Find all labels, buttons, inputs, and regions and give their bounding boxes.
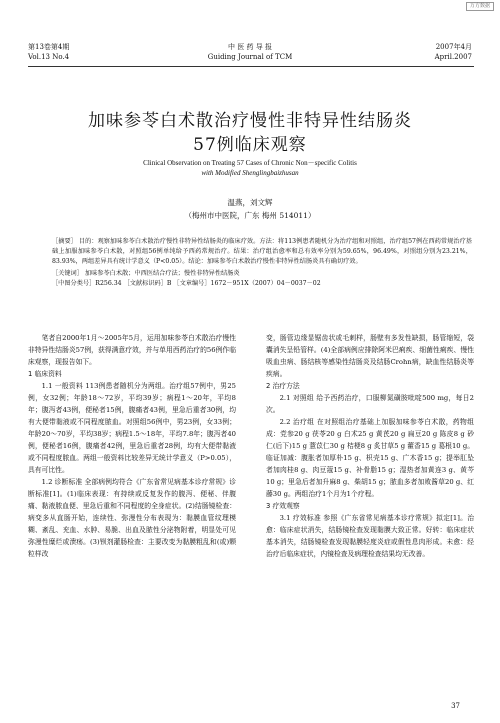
header-rule [28, 66, 474, 67]
journal-name [150, 42, 350, 62]
paragraph: 3.1 疗效标准 参照《广东省常见病基本诊疗常规》拟定[1]。治愈：临床症状消失，结肠镜检查发现黏膜大致正常。好转：临床症状基本消失，结肠镜检查发现黏膜轻度炎症或假性息肉形成。未愈：经治疗后临床症状，内镜检查及病理检查结果均无改善。 [266, 514, 474, 558]
english-title-line1: Clinical Observation on Treating 57 Cases of Chronic Non－specific Colitis [143, 159, 357, 167]
issue-date [435, 42, 472, 62]
page-number: 37 [451, 702, 460, 710]
paragraph: 1.1 一般资料 113例患者随机分为两组。治疗组57例中，男25例，女32例；年龄18～72岁，平均39岁；病程1～20年，平均8年；腹泻者43例，便秘者15例，腹痛者43例，里急后重者30例，均有大便带黏液或不同程度脓血。对照组56例中，男23例，女33例；年龄20～70岁，平均38岁；病程1.5～18年，平均7.8年；腹泻者40例，便秘者16例，腹痛者42例，里急后重者28例，均有大便带黏液或不同程度脓血。两组一般资料比较差异无统计学意义（P>0.05），具有可比性。 [28, 382, 236, 474]
date-en: April.2007 [434, 53, 472, 61]
english-title-line2: with Modified Shenglingbaizhusan [201, 169, 299, 177]
paragraph: 变，肠管边缘显锯齿状或毛刺样，肠壁有多发性缺损，肠管缩短，袋囊消失呈铅管样。(4)全部病例应排除阿米巴痢疾、细菌性痢疾、慢性吸血虫病、肠结核等感染性结肠炎及结肠Crohn病，缺血性结肠炎等疾病。 [266, 334, 474, 378]
volume-en: Vol.13 No.4 [28, 53, 70, 61]
journal-en: Guiding Journal of TCM [207, 53, 293, 61]
date-cn: 2007年4月 [435, 43, 472, 51]
section-heading: 1 临床资料 [28, 370, 62, 378]
abstract-text: ［摘要］ 目的：观察加味参苓白术散治疗慢性非特异性结肠炎的临床疗效。方法：将113例患者随机分为治疗组和对照组，治疗组57例在西药常规治疗基础上加服加味参苓白术散，对照组56例单纯给予西药常规治疗。结果：治疗组治愈率和总有效率分别为59.65%，96.49%，对照组分别为23.21%，83.93%，两组差异具有统计学意义（P<0.05）。结论：加味参苓白术散治疗慢性非特异性结肠炎具有确切疗效。 [52, 238, 472, 265]
watermark-stamp: 万方数据 [466, 2, 494, 11]
section-heading: 3 疗效观察 [266, 502, 300, 510]
section-heading: 2 治疗方法 [266, 382, 300, 390]
classification: ［中图分类号］R256.34 ［文献标识码］B ［文章编号］1672－951X（2007）04－0037－02 [52, 280, 321, 287]
paragraph: 2.2 治疗组 在对照组治疗基础上加服加味参苓白术散，药物组成：党参20 g 茯苓20 g 白术25 g 黄芪20 g 扁豆20 g 陈皮8 g 砂仁(后下)15 g 薏苡仁30 g 桔梗8 g 炙甘草5 g 藿香15 g 葛根10 g。临证加减：腹胀者加厚朴15 g、枳壳15 g、广木香15 g；提举肛坠者加肉桂8 g、肉豆蔻15 g、补骨脂15 g；湿热者加黄连3 g、黄芩10 g；里急后者加升麻8 g、柴胡15 g；脓血多者加败酱草20 g、红藤30 g。两组治疗1个月为1个疗程。 [266, 418, 474, 498]
keywords: ［关键词］ 加味参苓白术散；中西医结合疗法；慢性非特异性结肠炎 [52, 270, 240, 277]
volume-cn: 第13卷第4期 [28, 43, 70, 51]
abstract [52, 237, 472, 289]
journal-cn: 中 医 药 导 报 [228, 43, 272, 51]
authors: 温燕，刘文辉 [227, 198, 273, 207]
paragraph: 2.1 对照组 给予西药治疗，口服柳氮磺胺吡啶500 mg，每日2次。 [266, 394, 474, 414]
article-title-line2: 57例临床观察 [193, 135, 307, 155]
affiliation: （梅州市中医院，广东 梅州 514011） [184, 211, 316, 220]
article-title-line1: 加味参苓白术散治疗慢性非特异性结肠炎 [88, 111, 412, 131]
right-column [266, 332, 474, 560]
volume-info [28, 42, 69, 62]
paragraph: 笔者自2000年1月～2005年5月，运用加味参苓白术散治疗慢性非特异性结肠炎57例，获得满意疗效，并与单用西药治疗的56例作临床观察，现报告如下。 [28, 334, 236, 366]
left-column [28, 332, 236, 560]
paragraph: 1.2 诊断标准 全部病例均符合《广东省常见病基本诊疗常规》诊断标准[1]。(1)临床表现：有持续或反复发作的腹泻、便秘、伴腹痛、黏液脓血便、里急后重和不同程度的全身症状。(2)结肠镜检查：病变多从直肠开始，连续性、弥漫性分布表现为：黏膜血管纹理模糊、紊乱、充血、水肿、易脆、出血及脓性分泌物附着，明显处可见弥漫性糜烂或溃疡。(3)钡剂灌肠检查：主要改变为黏膜粗乱和(或)颗粒样改 [28, 478, 236, 558]
